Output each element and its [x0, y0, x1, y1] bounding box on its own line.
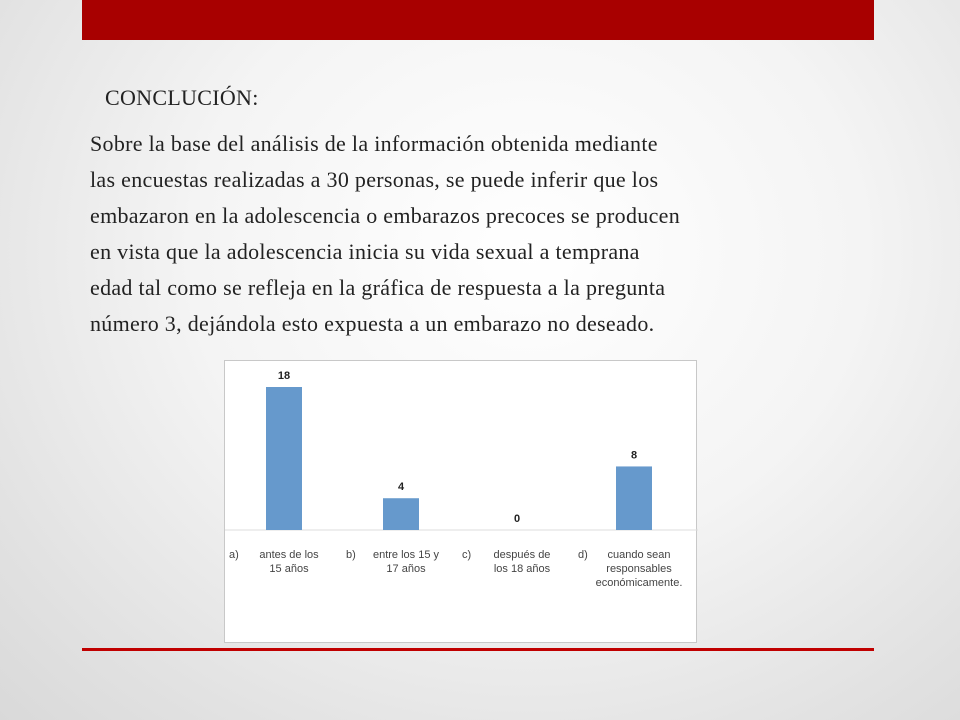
category-label: económicamente.: [595, 577, 683, 589]
bar: [383, 498, 419, 530]
paragraph-line: las encuestas realizadas a 30 personas, se puede inferir que los: [90, 167, 659, 192]
survey-bar-chart: [224, 360, 697, 643]
category-label: los 18 años: [493, 563, 551, 575]
category-label: entre los 15 y: [372, 549, 440, 561]
bottom-accent-line: [82, 648, 874, 651]
category-marker: d): [578, 549, 588, 561]
bar-chart-canvas: [225, 361, 698, 644]
category-label: cuando sean: [607, 549, 671, 561]
category-marker: a): [229, 549, 239, 561]
bar-value-label: 18: [277, 370, 291, 382]
slide-heading: CONCLUCIÓN:: [105, 85, 259, 110]
category-label: responsables: [606, 563, 672, 575]
category-marker: c): [462, 549, 472, 561]
category-label: después de: [493, 549, 551, 561]
paragraph-line: número 3, dejándola esto expuesta a un embarazo no deseado.: [90, 311, 655, 336]
bar: [616, 466, 652, 530]
category-label: 15 años: [269, 563, 309, 575]
value-labels-group: [278, 370, 637, 525]
paragraph-line: edad tal como se refleja en la gráfica de respuesta a la pregunta: [90, 275, 666, 300]
category-marker: b): [346, 549, 356, 561]
bar-value-label: 0: [513, 513, 521, 525]
category-label: 17 años: [386, 563, 426, 575]
bars-group: [266, 387, 652, 530]
top-accent-bar: [82, 0, 874, 40]
conclusion-paragraph: [90, 126, 880, 342]
category-labels-group: [229, 549, 682, 589]
category-label: antes de los: [259, 549, 319, 561]
paragraph-line: embazaron en la adolescencia o embarazos precoces se producen: [90, 203, 680, 228]
bar-value-label: 4: [397, 481, 405, 494]
paragraph-line: en vista que la adolescencia inicia su vida sexual a temprana: [90, 239, 640, 264]
bar: [266, 387, 302, 530]
paragraph-line: Sobre la base del análisis de la información obtenida mediante: [90, 131, 658, 156]
bar-value-label: 8: [630, 449, 638, 462]
